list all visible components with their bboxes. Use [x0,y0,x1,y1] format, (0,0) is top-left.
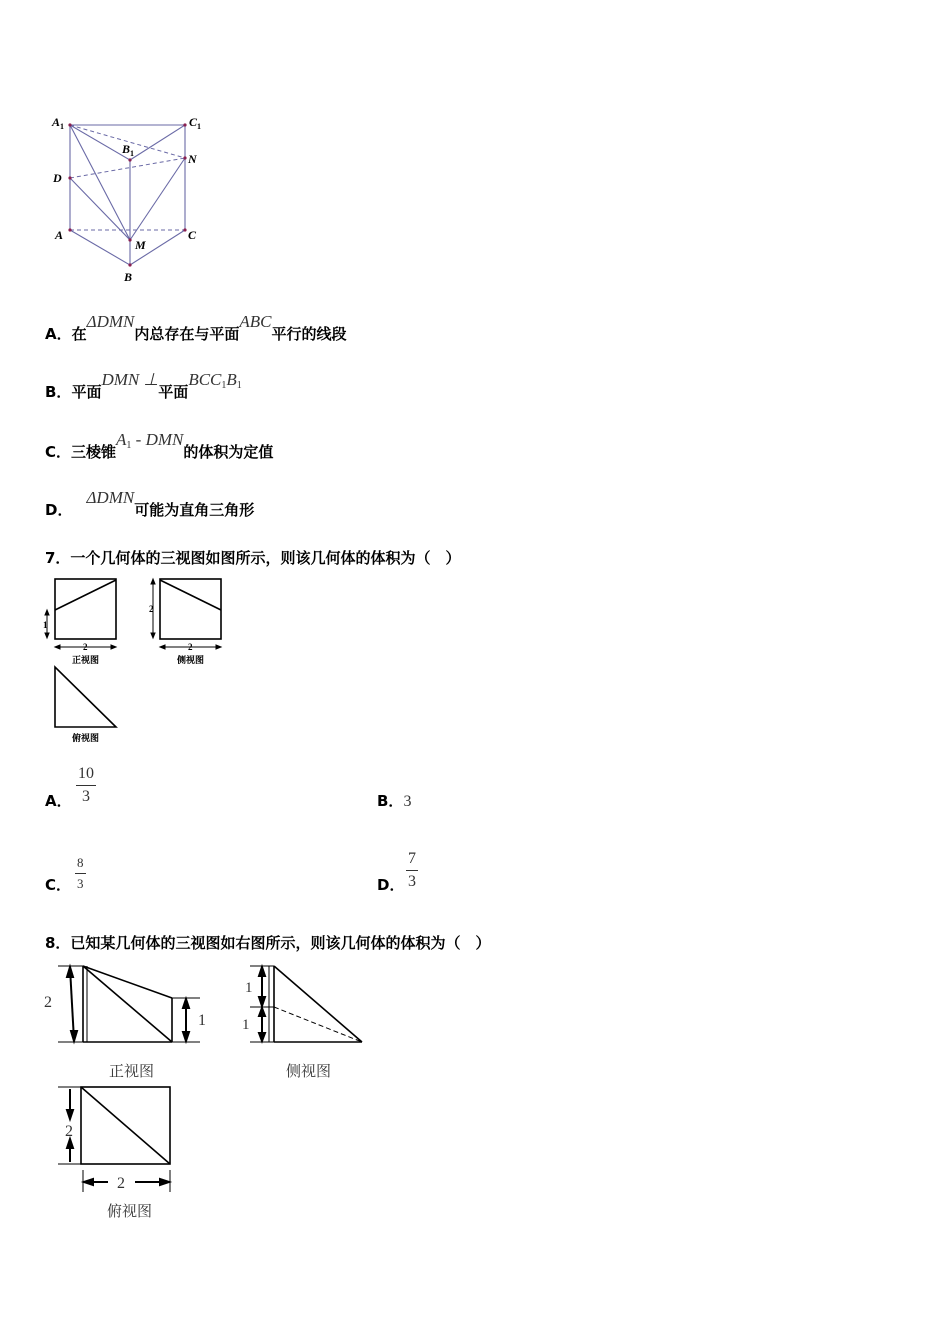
q7-side-view-label: 侧视图 [177,655,205,665]
q8-front-dim-left: 2 [44,994,52,1011]
q8-top-dim-left: 2 [65,1123,73,1140]
label-C: C [188,228,197,242]
q8-top-dim-bottom: 2 [117,1175,125,1192]
label-B1: B [122,142,131,156]
q7-stem: 7．一个几何体的三视图如图所示，则该几何体的体积为（ ） [45,549,461,567]
q8-three-views [40,958,380,1223]
label-N: N [188,152,197,166]
q8-side-dim-bottom: 1 [242,1017,250,1033]
math-bcc1b1: $BCC_1B_1$ [188,370,242,391]
q7-top-view-label: 俯视图 [72,733,100,743]
q7-option-d-fraction: 7 3 [408,850,416,890]
q7-front-view-label: 正视图 [72,655,100,665]
q8-side-dim-top: 1 [245,980,253,996]
q7-three-views [40,572,240,747]
q7-dim-front-height: 1 [43,620,48,630]
label-C1-sub: 1 [197,122,201,131]
prism-figure [45,110,215,290]
q6-option-d[interactable]: D．ΔDMN可能为直角三角形 [45,488,255,519]
label-A1-sub: 1 [60,122,64,131]
math-dmn: ΔDMN [86,312,135,331]
label-A1: A [52,115,61,129]
math-abc: ABC [239,312,272,331]
q7-option-a[interactable]: A． [45,792,72,810]
q8-top-view-label: 俯视图 [107,1204,153,1220]
q6-option-c[interactable]: C．三棱锥$A_1$ - DMN的体积为定值 [45,430,274,461]
label-A: A [55,228,64,242]
q7-option-d[interactable]: D． [377,876,405,894]
math-dmn: ΔDMN [86,488,135,507]
q7-option-b[interactable]: B．3 [377,792,412,810]
label-C1: C [189,115,198,129]
q7-dim-side-width: 2 [188,642,193,652]
q7-dim-front-width: 2 [83,642,88,652]
q6-option-b[interactable]: B．平面DMN ⊥平面$BCC_1B_1$ [45,370,242,401]
q8-stem: 8．已知某几何体的三视图如右图所示，则该几何体的体积为（ ） [45,934,491,952]
label-D: D [53,171,62,185]
q7-option-a-fraction: 10 3 [78,765,94,805]
math-dmn-perp: DMN ⊥ [101,370,159,389]
q6-option-a[interactable]: A．在ΔDMN内总存在与平面ABC平行的线段 [45,312,347,343]
q7-option-c-fraction: 8 3 [77,855,84,891]
label-M: M [135,238,146,252]
q8-side-view-label: 侧视图 [286,1064,332,1080]
q8-front-view-label: 正视图 [109,1064,155,1080]
math-a1-dmn: $A_1$ - DMN [116,430,184,451]
q7-option-c[interactable]: C． [45,876,72,894]
q8-front-dim-right: 1 [198,1012,206,1029]
label-B: B [124,270,133,284]
label-B1-sub: 1 [130,149,134,158]
q7-dim-side-height: 2 [149,604,154,614]
